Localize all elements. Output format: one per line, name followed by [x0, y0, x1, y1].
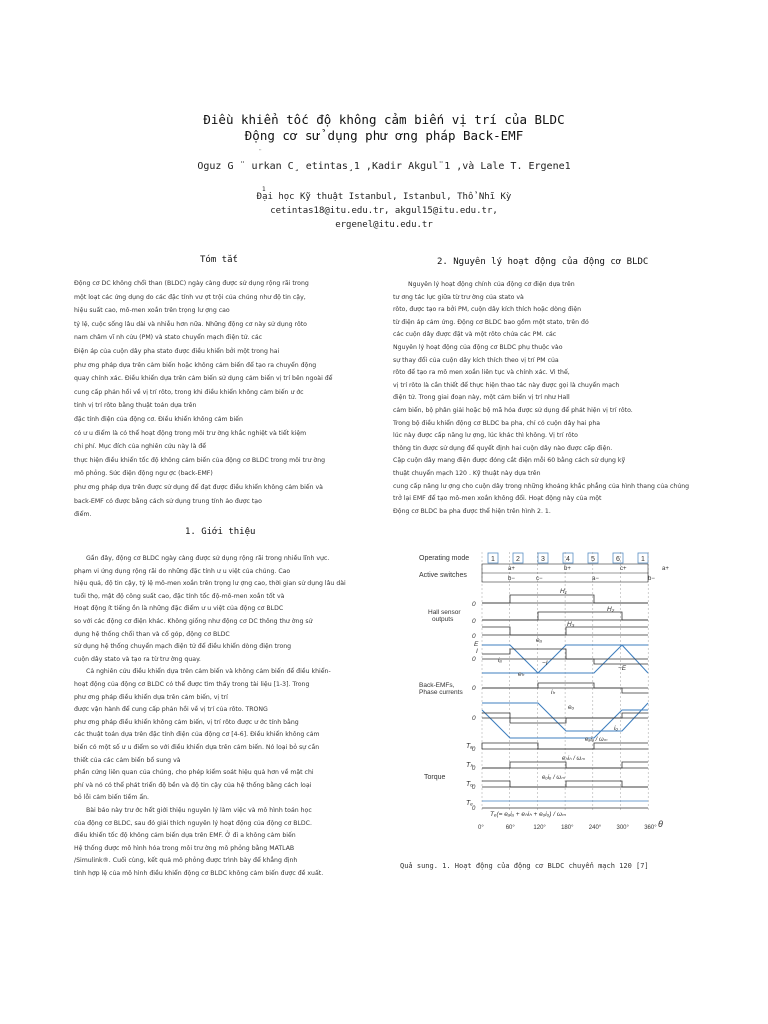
mode-label: 4	[566, 556, 570, 563]
torque-Ta: Tₐ	[466, 743, 473, 750]
emf-zero-1: 0	[472, 656, 476, 663]
intro-line: biến có một số ư u điểm so với điều khiển dựa trên cảm biến. Nó loại bỏ sự cần	[74, 744, 320, 751]
abstract-line: có ư u điểm là có thể hoạt động trong môi trư ờng khắc nghiệt và tiết kiệm	[74, 429, 307, 437]
abstract-line: một loạt các ứng dụng do các đặc tính vư ợt trội của chúng như độ tin cậy,	[74, 293, 306, 301]
intro-line: dụng hệ thống chổi than và cổ góp, động cơ BLDC	[74, 630, 230, 638]
abstract-line: Điện áp của cuộn dây pha stato được điều khiển bởi một trong hai	[74, 348, 280, 355]
switch-row	[482, 564, 669, 582]
mode-label: 2	[516, 556, 520, 563]
intro-line: so với các động cơ điện khác. Không giống như động cơ DC thông thư ờng sử	[74, 618, 313, 625]
hall-h3: H₃	[567, 621, 575, 628]
sec2-line: cảm biến, bộ phân giải hoặc bộ mã hóa được sử dụng để phát hiện vị trí rôto.	[393, 407, 633, 414]
current-ic: iₒ	[614, 725, 619, 732]
sec2-line: điện tử. Trong giai đoạn này, một cảm biến vị trí như Hall	[393, 394, 570, 402]
label-hall-outputs-2: outputs	[432, 616, 454, 623]
intro-line: phí và nó có thể phát triển độ bền và độ tin cậy của hệ thống bằng cách loại	[74, 781, 312, 789]
theta-symbol: θ	[658, 819, 663, 829]
abstract-line: tỷ lệ, cuộc sống lâu dài và nhiễu hơn nữa. Những động cơ này sử dụng rôto	[74, 320, 307, 328]
torque-zero-3: 0	[472, 785, 476, 791]
angle-tick-label: 0°	[478, 825, 484, 831]
abstract-line: đặc tính điện của động cơ. Điều khiển không cảm biến	[74, 416, 243, 423]
intro-heading: 1. Giới thiệu	[185, 527, 256, 537]
intro-line: được vận hành để cung cấp phản hồi về vị trí của rôto. TRONG	[74, 706, 268, 714]
abstract-line: cung cấp phản hồi về vị trí rôto, trong khi điều khiển không cảm biến ư ớc	[74, 388, 304, 396]
intro-line: Gần đây, động cơ BLDC ngày càng được sử dụng rộng rãi trong nhiều lĩnh vực.	[86, 555, 330, 562]
torque-Te: Tₑ	[466, 800, 473, 807]
torque-term-b: eₕiₕ / ωₘ	[562, 756, 585, 762]
abstract-line: back-EMF có được bằng cách sử dụng trung tính ảo được tạo	[74, 497, 262, 505]
torque-zero-4: 0	[472, 806, 476, 812]
emf-minus-E: −E	[618, 665, 627, 672]
angle-tick-label: 360°	[644, 825, 657, 831]
intro-line: /Simulink®. Cuối cùng, kết quả mô phỏng được trình bày để khẳng định	[74, 857, 298, 865]
emf-ea: eₐ	[536, 637, 542, 644]
mode-label: 5	[591, 556, 595, 563]
mode-label: 1	[491, 556, 495, 563]
label-torque: Torque	[424, 774, 446, 781]
torque-Tc: Tₒ	[466, 781, 474, 788]
current-I: I	[476, 648, 478, 655]
intro-line: bỏ lỗi cảm biến tiềm ẩn.	[74, 794, 150, 802]
abstract-line: Động cơ DC không chổi than (BLDC) ngày càng được sử dụng rộng rãi trong	[74, 280, 309, 287]
figure-caption: Quả sung. 1. Hoạt động của động cơ BLDC chuyển mạch 120 [7]	[400, 862, 649, 870]
angle-axis	[478, 825, 657, 831]
hall-zero-3: 0	[472, 633, 476, 640]
intro-line: tuổi thọ, mật độ công suất cao, đặc tính tốc độ-mô-men xoắn tốt và	[74, 592, 285, 600]
abstract-heading: Tóm tắt	[200, 255, 238, 265]
abstract-line: phư ơng pháp dựa trên được sử dụng để đạt được điều khiển không cảm biến và	[74, 484, 323, 491]
label-backemf: Back-EMFs,	[419, 682, 455, 689]
abstract-line: mô phỏng. Sức điện động ngư ợc (back-EMF)	[74, 470, 213, 478]
sec2-line: tư ơng tác lực giữa từ trư ờng của stato và	[393, 293, 524, 301]
hall-zero-1: 0	[472, 601, 476, 608]
intro-line: điều khiển tốc độ không cảm biến dựa trên EMF. Ở đi a không cảm biến	[74, 832, 296, 840]
intro-line: hoạt động của động cơ BLDC có thể được tìm thấy trong tài liệu [1-3]. Trong	[74, 681, 310, 688]
abstract-line: điểm.	[74, 511, 92, 519]
switch-label: a−	[592, 576, 599, 582]
abstract-line: chi phí. Mục đích của nghiên cứu này là để	[74, 443, 207, 451]
torque-term-c: eₒiₒ / ωₘ	[542, 775, 565, 781]
intro-line: Bài báo này trư ớc hết giới thiệu nguyên lý làm việc và mô hình toán học	[86, 807, 312, 814]
label-hall-outputs: Hall sensor	[428, 609, 461, 616]
abstract-line: quay chính xác. Điều khiển dựa trên cảm biến sử dụng cảm biến vị trí bên ngoài để	[74, 375, 333, 383]
label-active-switches: Active switches	[419, 572, 467, 579]
sec2-line: rôto để tạo ra mô men xoắn liên tục và chính xác. Vì thế,	[393, 369, 570, 377]
intro-line: phần cứng liên quan của chúng, cho phép kiểm soát hiệu quả hơn về mặt chi	[74, 769, 314, 777]
torque-zero-1: 0	[472, 747, 476, 753]
switch-label: b−	[648, 576, 655, 582]
mode-label: 1	[641, 556, 645, 563]
switch-label: a+	[662, 566, 669, 572]
sec2-line: Động cơ BLDC ba pha được thể hiện trên hình 2. 1.	[393, 507, 551, 515]
hall-h2: H₂	[607, 606, 615, 613]
section2-heading: 2. Nguyên lý hoạt động của động cơ BLDC	[437, 257, 649, 267]
sec2-line: lúc này được cấp năng lư ợng, lúc khác thì không. Vị trí rôto	[393, 432, 578, 440]
abstract-line: tính vị trí rôto bằng thuật toán dựa trên	[74, 402, 197, 410]
affiliation: Đại học Kỹ thuật Istanbul, Istanbul, Thổ Nhĩ Kỳ	[256, 192, 512, 202]
current-minus-I: −I	[542, 660, 548, 667]
switch-label: b−	[508, 576, 515, 582]
sec2-line: Trong bộ điều khiển động cơ BLDC ba pha, chỉ có cuộn dây hai pha	[393, 419, 601, 427]
abstract-line: thực hiện điều khiển tốc độ không cảm biến của động cơ BLDC trong môi trư ờng	[74, 456, 326, 464]
emf-ec: eₒ	[568, 704, 575, 711]
switch-label: c−	[536, 576, 543, 582]
abstract-line: phư ơng pháp dựa trên cảm biến hoặc không cảm biến để tạo ra chuyển động	[74, 361, 317, 369]
diacritic-mark: ¨	[258, 149, 263, 157]
hall-zero-2: 0	[472, 618, 476, 625]
sec2-line: cung cấp năng lư ợng cho cuộn dây trong những khoảng khắc phẳng của hình thang của chúng	[393, 482, 690, 490]
hall-h1: H₁	[560, 588, 567, 595]
angle-tick-label: 300°	[616, 825, 629, 831]
sec2-line: các cuộn dây được đặt và một rôto chứa các PM. các	[393, 331, 557, 339]
mode-label: 6	[616, 556, 620, 563]
intro-line: phư ơng pháp điều khiển dựa trên cảm biến, vị trí	[74, 693, 228, 701]
emf-eb: eₕ	[518, 671, 525, 678]
emf-zero-3: 0	[472, 715, 476, 722]
current-ia: iₐ	[498, 657, 502, 664]
sec2-line: thông tin được sử dụng để quyết định hai cuộn dây nào được cấp điện.	[393, 444, 613, 452]
intro-line: của động cơ BLDC, sau đó giải thích nguyên lý hoạt động của động cơ BLDC.	[74, 819, 312, 827]
intro-line: thiết của các cảm biến bổ sung và	[74, 756, 181, 764]
mode-label: 3	[541, 556, 545, 563]
abstract-line: nam châm vĩ nh cửu (PM) và stato chuyển mạch điện tử. các	[74, 334, 263, 342]
angle-tick-label: 180°	[561, 825, 574, 831]
torque-formula: Tₑ(= eₐiₐ + eₕiₕ + eₒiₒ) / ωₘ	[490, 811, 566, 818]
intro-line: tính hợp lệ của mô hình điều khiển động cơ BLDC không cảm biến được đề xuất.	[74, 870, 324, 877]
intro-line: Hệ thống được mô hình hóa trong môi trư ờng mô phỏng bằng MATLAB	[74, 844, 295, 852]
bldc-operation-figure	[392, 548, 692, 838]
switch-label: a+	[508, 566, 515, 572]
abstract-line: hiệu suất cao, mô-men xoắn trên trọng lư ợng cao	[74, 307, 230, 315]
angle-tick-label: 60°	[505, 825, 515, 831]
emails-line1: cetintas18@itu.edu.tr, akgul15@itu.edu.tr,	[270, 206, 498, 216]
label-operating-mode: Operating mode	[419, 555, 470, 562]
sec2-line: Cặp cuộn dây mang điện được đóng cắt điện mỗi 60 bằng cách sử dụng kỹ	[393, 457, 626, 465]
sec2-line: rôto, được tạo ra bởi PM, cuộn dây kích thích hoặc dòng điện	[393, 306, 582, 314]
angle-tick-label: 240°	[588, 825, 602, 831]
paper-title-line2: Động cơ sử dụng phư ơng pháp Back-EMF	[244, 128, 524, 143]
authors: Oguz G ¨ urkan C¸ etintas¸1 ,Kadir Akgul¨1 ,và Lale T. Ergene1	[197, 161, 571, 172]
sec2-line: thuật chuyển mạch 120 . Kỹ thuật này dựa trên	[393, 470, 541, 477]
sec2-line: từ điện áp cảm ứng. Động cơ BLDC bao gồm một stato, trên đó	[393, 318, 589, 326]
intro-line: các thuật toán dựa trên đặc tính điện của động cơ [4-6]. Điều khiển không cảm	[74, 731, 320, 739]
intro-line: sử dụng hệ thống chuyển mạch điện tử để điều khiển dòng điện trong	[74, 643, 292, 651]
intro-line: cuộn dây stato và tạo ra từ trư ờng quay.	[74, 655, 201, 663]
paper-title-line1: Điều khiển tốc độ không cảm biến vị trí của BLDC	[203, 112, 565, 127]
sec2-line: Nguyên lý hoạt động của động cơ BLDC phụ thuộc vào	[393, 344, 563, 351]
affiliation-sup: 1	[262, 186, 266, 193]
intro-line: Hoạt động ít tiếng ồn là những đặc điểm ư u việt của động cơ BLDC	[74, 605, 284, 613]
torque-term-a: eₐiₐ / ωₘ	[585, 737, 608, 743]
torque-zero-2: 0	[472, 766, 476, 772]
intro-line: hiệu quả, độ tin cậy, tỷ lệ mô-men xoắn trên trọng lư ợng cao, thời gian sử dụng lâu dài	[74, 580, 346, 588]
sec2-line: trở lại EMF để tạo mô-men xoắn không đổi. Hoạt động này của một	[393, 495, 602, 503]
switch-label: b+	[564, 566, 571, 572]
sec2-line: Nguyên lý hoạt động chính của động cơ điện dựa trên	[408, 281, 575, 288]
intro-line: phạm vi ứng dụng rộng rãi do những đặc tính ư u việt của chúng. Cao	[74, 567, 291, 575]
angle-tick-label: 120°	[533, 825, 546, 831]
emf-E: E	[474, 641, 479, 648]
sec2-line: vị trí rôto là cần thiết để thực hiện thao tác này được gọi là chuyển mạch	[393, 381, 620, 389]
current-ib: iₕ	[551, 689, 556, 696]
emails-line2: ergenel@itu.edu.tr	[335, 220, 433, 230]
sec2-line: sự thay đổi của cuộn dây kích thích theo vị trí PM của	[393, 356, 559, 364]
label-phase-currents: Phase currents	[419, 689, 463, 696]
emf-zero-2: 0	[472, 685, 476, 692]
intro-line: Cả nghiên cứu điều khiển dựa trên cảm biến và không cảm biến để điều khiển-	[86, 668, 331, 676]
switch-label: c+	[620, 566, 627, 572]
torque-Tb: Tₕ	[466, 762, 474, 769]
intro-line: phư ơng pháp điều khiển không cảm biến, vị trí rôto được ư ớc tính bằng	[74, 718, 299, 726]
